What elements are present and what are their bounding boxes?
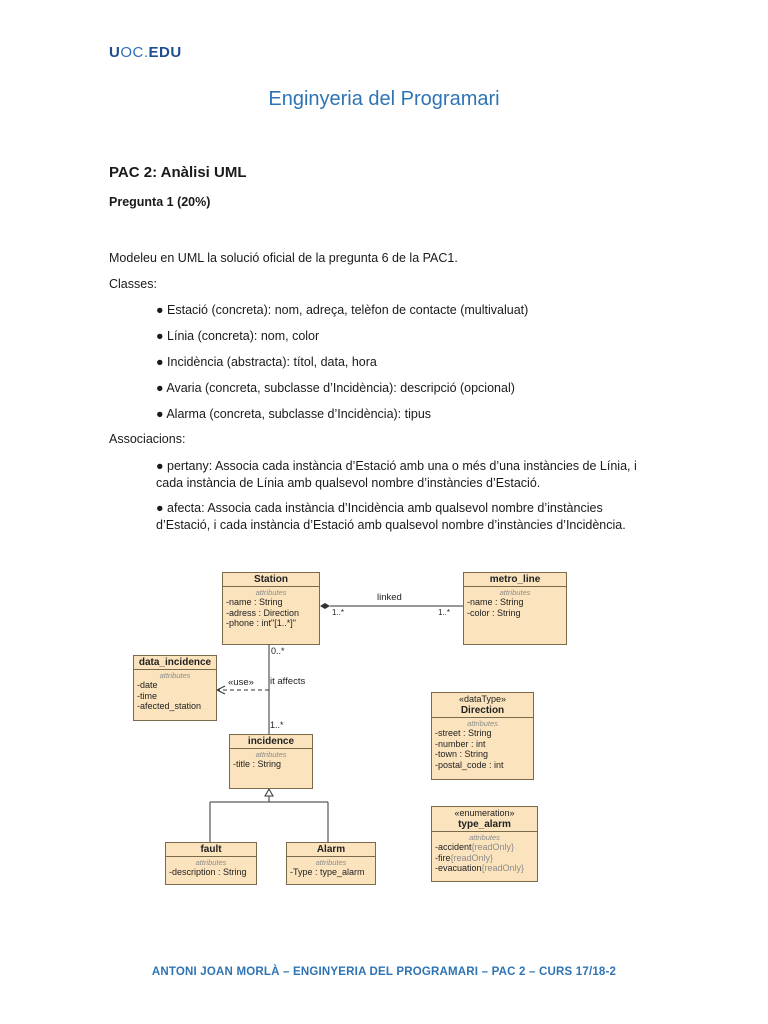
logo-u: U	[109, 44, 121, 61]
association-item	[156, 458, 656, 492]
enum-literal	[432, 853, 537, 864]
class-name: Alarm	[287, 843, 375, 857]
class-attribute: -number : int	[435, 738, 486, 749]
stereotype-label: «enumeration»	[454, 808, 515, 818]
page-footer: ANTONI JOAN MORLÀ – ENGINYERIA DEL PROGRAMARI – PAC 2 – CURS 17/18-2	[151, 966, 617, 978]
associations-label: Associacions:	[109, 432, 186, 446]
class-name: Station	[223, 573, 319, 587]
stereotype-label: «dataType»	[458, 694, 507, 704]
enum-literal	[432, 863, 537, 874]
class-item: ● Incidència (abstracta): títol, data, hora	[156, 355, 377, 369]
class-name: type_alarm	[432, 818, 537, 832]
literal-name: -fire	[435, 852, 451, 863]
question-title: Pregunta 1 (20%)	[109, 195, 211, 209]
uoc-logo	[109, 44, 182, 61]
attributes-section-label: attributes	[255, 750, 287, 759]
literal-modifier: {readOnly}	[450, 852, 494, 863]
logo-edu: EDU	[148, 44, 182, 61]
class-attribute: -town : String	[435, 749, 489, 759]
class-item: ● Avaria (concreta, subclasse d’Incidència): descripció (opcional)	[156, 381, 515, 395]
station-class	[222, 572, 320, 645]
class-item: ● Estació (concreta): nom, adreça, telèfon de contacte (multivaluat)	[156, 303, 529, 317]
association-line: ● afecta: Associa cada instància d’Incidència amb qualsevol nombre d’instàncies	[156, 501, 603, 515]
class-name: data_incidence	[134, 656, 216, 670]
direction-datatype	[431, 692, 534, 780]
attributes-section-label: attributes	[469, 833, 500, 842]
class-name: Direction	[432, 704, 533, 718]
class-attribute: -name : String	[467, 597, 524, 607]
use-dependency-arrow	[217, 686, 225, 694]
affects-label: it affects	[270, 676, 306, 687]
class-attribute: -title : String	[233, 759, 282, 769]
attributes-section-label: attributes	[499, 588, 531, 597]
attributes-section-label: attributes	[159, 671, 191, 680]
incidence-class	[229, 734, 313, 789]
section-title: PAC 2: Anàlisi UML	[109, 164, 247, 181]
attributes-section-label: attributes	[255, 588, 287, 597]
attributes-section-label: attributes	[195, 858, 227, 867]
fault-class	[165, 842, 257, 885]
class-attribute: -date	[137, 680, 158, 690]
multiplicity-label: 1..*	[332, 608, 345, 617]
enum-literal	[432, 842, 537, 853]
class-attribute: -Type : type_alarm	[290, 867, 365, 877]
class-attribute: -time	[137, 690, 157, 701]
intro-text: Modeleu en UML la solució oficial de la pregunta 6 de la PAC1.	[109, 251, 458, 265]
literal-modifier: {readOnly}	[481, 863, 525, 873]
class-attribute: -name : String	[226, 597, 283, 607]
class-attribute: -color : String	[467, 607, 521, 618]
logo-oc: OC.	[120, 44, 149, 61]
use-stereotype-label: «use»	[228, 677, 254, 688]
class-item: ● Línia (concreta): nom, color	[156, 329, 320, 343]
multiplicity-label: 0..*	[271, 646, 285, 656]
classes-label: Classes:	[109, 277, 157, 291]
class-attribute: -description : String	[169, 867, 247, 877]
linked-label: linked	[377, 592, 402, 603]
attributes-section-label: attributes	[315, 858, 347, 867]
literal-modifier: {readOnly}	[471, 842, 515, 852]
data-incidence-class	[133, 655, 217, 721]
metro-line-class	[463, 572, 567, 645]
class-attribute: -phone : int"[1..*]"	[226, 618, 296, 628]
association-line: cada instància de Línia amb qualsevol nombre d’instàncies d’Estació.	[156, 476, 541, 490]
document-title: Enginyeria del Programari	[268, 88, 500, 110]
class-name: metro_line	[464, 573, 566, 587]
class-attribute: -postal_code : int	[435, 759, 504, 770]
multiplicity-label: 1..*	[438, 608, 451, 617]
class-attribute: -afected_station	[137, 701, 202, 711]
class-item: ● Alarma (concreta, subclasse d’Incidència): tipus	[156, 407, 432, 421]
literal-name: -evacuation	[435, 863, 482, 873]
aggregation-diamond	[320, 603, 330, 609]
association-line: d’Estació, i cada instància d’Estació amb qualsevol nombre d’instàncies d’Incidència.	[156, 518, 626, 532]
class-name: incidence	[230, 735, 312, 749]
class-attribute: -street : String	[435, 728, 492, 738]
class-attribute: -adress : Direction	[226, 607, 300, 618]
literal-name: -accident	[435, 842, 472, 852]
alarm-class	[286, 842, 376, 885]
attributes-section-label: attributes	[467, 719, 498, 728]
multiplicity-label: 1..*	[270, 720, 284, 730]
class-name: fault	[166, 843, 256, 857]
type-alarm-enumeration	[431, 806, 538, 882]
generalization-triangle	[265, 789, 273, 796]
association-line: ● pertany: Associa cada instància d’Estació amb una o més d’una instàncies de Línia, i	[156, 459, 637, 473]
association-item	[156, 500, 656, 534]
